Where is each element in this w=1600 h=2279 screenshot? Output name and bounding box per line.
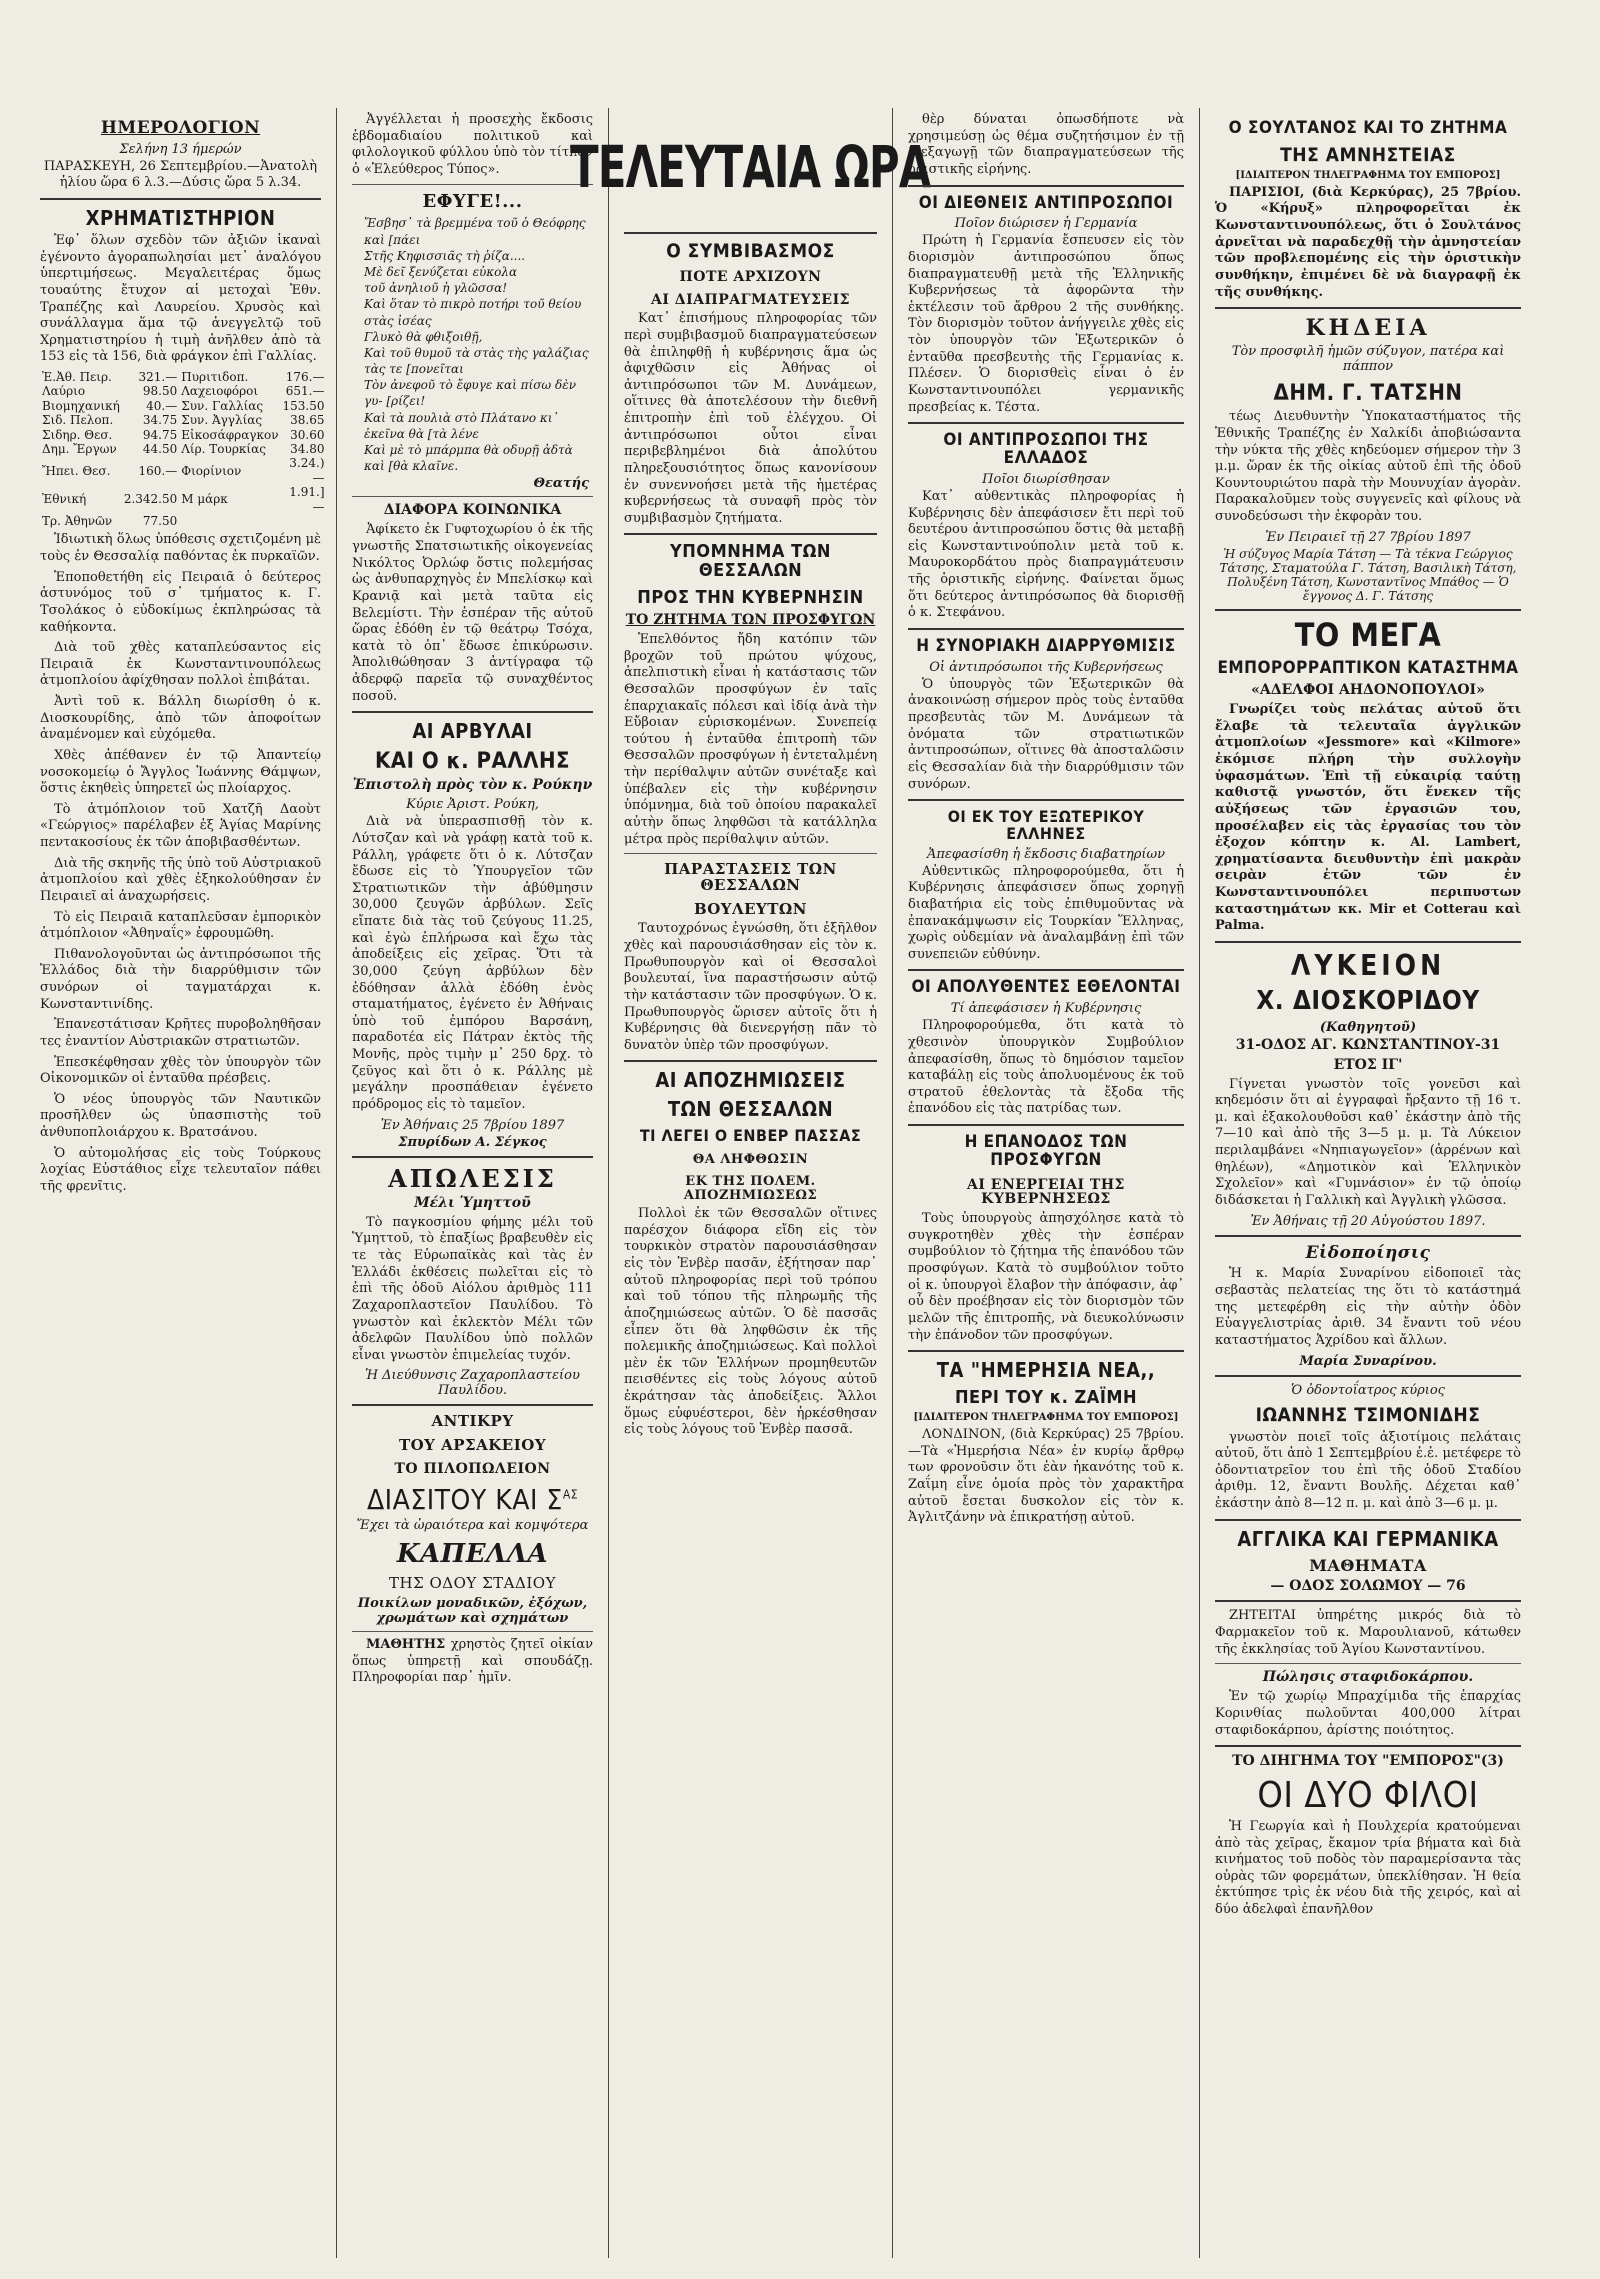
market-row [40, 514, 327, 528]
eidop-heading: Εἰδοποίησις [1305, 1242, 1431, 1263]
nea-text: ΛΟΝΔΙΝΟΝ, (διὰ Κερκύρας) 25 7βρίου.—Τὰ «Ἡμερήσια Νέα» ἐν κυρίῳ ἄρθρῳ των φρονοῦσιν ὅτι ἐὰν ἠκανότης τοῦ κ. Ζαΐμη εἶνε ὁμοία πρὸς τὸν χαρακτῆρα αὐτοῦ ἔσεται δυσκολον εἰς τὸν κ. Ἀγλιτζάνην νὰ ἐπικρατήσῃ αὐτοῦ. [908, 1427, 1184, 1526]
apozim-text: Πολλοὶ ἐκ τῶν Θεσσαλῶν οἵτινες παρέσχον διάφορα εἴδη εἰς τὸν τουρκικὸν στρατὸν παρουσιάσθησαν εἰς τὸν Ἐνβὲρ πασᾶν, ἐξήτησαν παρ᾽ αὐτοῦ πληροφορίας περὶ τοῦ τρόπου καὶ τοῦ τόπου τῆς πληρωμῆς τῆς ἀποζημιώσεως αὐτῶν. Ὁ δὲ πασσᾶς εἶπεν ὅτι θὰ ληφθῶσιν ἐκ τῆς πολεμικῆς ἀποζημιώσεως. Καὶ πολλοὶ μὲν ἐκ τῶν Ἑλλήνων προμηθευτῶν πεισθέντες εἰς τοὺς λόγους αὐτοῦ ἐκράτησαν τὰς ἀποδείξεις. Ἄλλοι ὅμως εὐφυέστεροι, δὲν ἠρκέσθησαν εἰς τοὺς λόγους τοῦ Ἐνβὲρ πασσᾶ. [624, 1206, 877, 1438]
market-row [40, 399, 327, 413]
market-label: Λίρ. Τουρκίας [181, 442, 266, 457]
soultanos-telegram-tag: [ΙΔΙΑΙΤΕΡΟΝ ΤΗΛΕΓΡΑΦΗΜΑ ΤΟΥ ΕΜΠΟΡΟΣ] [1235, 169, 1501, 181]
market-value: 153.50 [282, 398, 325, 413]
market-row [40, 384, 327, 398]
market-value: 94.75 [142, 427, 178, 442]
calendar-line: ΠΑΡΑΣΚΕΥΗ, 26 Σεπτεμβρίου.—Ἀνατολὴ ἡλίου ὥρα 6 λ.3.—Δύσις ὥρα 5 λ.34. [43, 158, 318, 191]
poem-line: Στῆς Κηφισσιᾶς τὴ ῥίζα.... [364, 248, 526, 263]
news-item: Χθὲς ἀπέθανεν ἐν τῷ Ἀπαντείῳ νοσοκομείῳ ὁ Ἄγγλος Ἰωάννης Θάμψων, ὅστις ἐκηθεὶς ὑπηρετεῖ ὡς πλοίαρχος. [40, 747, 321, 797]
poem-line: Μὲ δεῖ ξενύζεται εὐκολα [364, 264, 518, 279]
dioskoridou-address: 31-ΟΔΟΣ ΑΓ. ΚΩΝΣΤΑΝΤΙΝΟΥ-31 [1235, 1036, 1501, 1053]
news-item: Ἐπεσκέφθησαν χθὲς τὸν ὑπουργὸν τῶν Οἰκονομικῶν οἱ ἐνταῦθα πρέσβεις. [40, 1054, 321, 1087]
column-rule [608, 108, 609, 2258]
student-notice: ΜΑΘΗΤΗΣ χρηστὸς ζητεῖ οἰκίαν ὅπως ὑπηρετῇ καὶ σπουδάζῃ. Πληροφορίαι παρ᾽ ἡμῖν. [352, 1637, 593, 1686]
moon-phase: Σελήνη 13 ήμερών [119, 141, 242, 157]
ek-polem-heading: ΕΚ ΤΗΣ ΠΟΛΕΜ. ΑΠΟΖΗΜΙΩΣΕΩΣ [683, 1173, 818, 1203]
synor-subheading: Οἱ ἀντιπρόσωποι τῆς Κυβερνήσεως [929, 659, 1163, 675]
market-label [179, 514, 280, 528]
market-value: 160.— [138, 463, 178, 478]
apolesis-subheading: Μέλι Ὑμηττοῦ [414, 1194, 531, 1211]
synor-text: Ὁ ὑπουργὸς τῶν Ἐξωτερικῶν θὰ ἀνακοινώσῃ σήμερον πρὸς τοὺς ἐνταῦθα πρεσβευτὰς τῶν Μ. Δυνάμεων τὰ ὀνόματα τῶν στρατιωτικῶν ἀντιπροσώπων, οἵτινες θὰ ἀποσταλῶσιν εἰς Θεσσαλίαν διὰ τὴν διαρρύθμισιν τῶν συνόρων. [908, 676, 1184, 792]
poem-line: Καὶ μὲ τὸ μπάρμπα θὰ οδυρῇ ἀδτὰ καὶ [θὰ κλαῖνε. [364, 443, 573, 474]
market-label: Ἤπει. Θεσ. [42, 463, 111, 478]
poem-line: Τὸν ἀνεφοῦ τὸ ἔφυγε καὶ πίσω δὲν γυ- [ρίζει! [364, 378, 576, 409]
poem-line: Γλυκὸ θὰ φθιξοιθῇ, [364, 329, 483, 344]
dioskoridou-heading: Χ. ΔΙΟΣΚΟΡΙΔΟΥ [1256, 986, 1480, 1017]
soultanos-heading: Ο ΣΟΥΛΤΑΝΟΣ ΚΑΙ ΤΟ ΖΗΤΗΜΑ [1228, 118, 1508, 138]
pilopoleion: ΤΟ ΠΙΛΟΠΩΛΕΙΟΝ [394, 1460, 551, 1477]
column-1 [28, 112, 333, 2252]
market-value: 38.65 [290, 413, 325, 428]
market-value: 34.75 [142, 413, 178, 428]
odont-intro: Ὁ ὀδοντοΐατρος κύριος [1291, 1382, 1445, 1398]
column-2 [340, 112, 605, 2252]
masthead: ΤΕΛΕΥΤΑΙΑ ΩΡΑ [570, 133, 931, 201]
exoter-heading: ΟΙ ΕΚ ΤΟΥ ΕΞΩΤΕΡΙΚΟΥ ΕΛΛΗΝΕΣ [947, 807, 1145, 843]
deceased-name: ΔΗΜ. Γ. ΤΑΤΣΗΝ [1273, 381, 1463, 407]
mathimata-heading: ΜΑΘΗΜΑΤΑ [1309, 1555, 1427, 1575]
kideia-date: Ἐν Πειραιεῖ τῇ 27 7βρίου 1897 [1265, 529, 1471, 545]
market-value: 77.50 [142, 514, 178, 528]
dieth-text: Πρώτη ἡ Γερμανία ἔσπευσεν εἰς τὸν διορισμὸν ἀντιπροσώπου ὅπως διαπραγματευθῇ μετὰ τῆς Ἑλληνικῆς Κυβερνήσεως τὰ ἀφορῶντα τὴν ἐκτέλεσιν τοῦ ἄρθρου 2 τῆς συνθήκης. Τὸν διορισμὸν τοῦτον ἀνήγγειλε χθὲς εἰς τὸν ὑπουργὸν τῶν Ἐξωτερικῶν ὁ ἐνταῦθα πρεσβευτὴς τῆς Γερμανίας κ. Πλέσεν. Ὁ διορισθεὶς εἶναι ὁ ἐν Κωνσταντινουπόλει γερμανικῆς πρεσβείας κ. Τέστα. [908, 233, 1184, 415]
market-label: Μ μάρκ [181, 492, 228, 507]
news-item: Πιθανολογοῦνται ὡς ἀντιπρόσωποι τῆς Ἑλλάδος διὰ τὴν διαρρύθμισιν τῶν συνόρων οἱ ταγματάρχαι κ. Κωνσταντινίδης. [40, 946, 321, 1012]
vouleut-heading: ΒΟΥΛΕΥΤΩΝ [694, 899, 807, 918]
market-row [40, 442, 327, 456]
poem-line: Ἔσβησ᾽ τὰ βρεμμένα τοῦ ὁ Θεόφρης καὶ [πάει [364, 216, 586, 247]
market-label: Δημ. Ἔργων [42, 442, 117, 457]
odont-name: ΙΩΑΝΝΗΣ ΤΣΙΜΟΝΙΔΗΣ [1255, 1403, 1481, 1426]
dyo-filoi-heading: ΟΙ ΔΥΟ ΦΙΛΟΙ [1257, 1775, 1479, 1817]
market-row [40, 485, 327, 514]
arsakeiou: ΤΟΥ ΑΡΣΑΚΕΙΟΥ [398, 1436, 547, 1455]
antipr-subheading: Ποῖοι διωρίσθησαν [982, 471, 1110, 487]
empor-text: Γνωρίζει τοὺς πελάτας αὐτοῦ ὅτι ἔλαβε τὰ τελευταῖα ἀγγλικῶν ἀτμοπλοίων «Jessmore» καὶ «Kilmore» ἐκόμισε πλήρη τὴν συλλογὴν ὑφασμάτων. Ἐπὶ τῇ εὐκαιρίᾳ ταύτῃ καθιστᾷ γνωστόν, ὅτι ἕνεκεν τῆς αὐξήσεως τῶν ἐργασιῶν του, προσέλαβεν εἰς τὰς ἐργασίας του τὸν ἐξοχον κόπτην κ. Al. Lambert, χρηματίσαντα διευθυντὴν ἐπὶ μακρὰν σειρὰν ἐτῶν τῶν ἐν Κωνσταντινουπόλει περιπυστων καταστημάτων κκ. Mir et Cotterau καὶ Palma. [1215, 702, 1521, 934]
energeiai-heading: ΑΙ ΕΝΕΡΓΕΙΑΙ ΤΗΣ ΚΥΒΕΡΝΗΣΕΩΣ [967, 1176, 1125, 1208]
market-table [40, 370, 327, 528]
soultanos-text: ΠΑΡΙΣΙΟΙ, (διὰ Κερκύρας), 25 7βρίου. Ὁ «Κήρυξ» πληροφορεῖται ἐκ Κωνσταντινουπόλεως, ὅτι ὁ Σουλτάνος ἀρνεῖται νὰ παραδεχθῇ τὴν ἀμνηστείαν τῶν προβλεπομένης εἰς τὴν ὁριστικὴν συνθήκην, ἐπιμένει δὲ νὰ διαγραφῇ ἐκ τῆς συνθήκης. [1215, 184, 1521, 300]
empor-heading: ΕΜΠΟΡΟΡΡΑΠΤΙΚΟΝ ΚΑΤΑΣΤΗΜΑ [1217, 658, 1519, 679]
apolyth-subheading: Τί ἀπεφάσισεν ἡ Κυβέρνησις [950, 1001, 1142, 1017]
pros-heading: ΠΡΟΣ ΤΗΝ ΚΥΒΕΡΝΗΣΙΝ [637, 587, 864, 609]
kapella-heading: ΚΑΠΕΛΛΑ [396, 1539, 549, 1569]
social-heading: ΔΙΑΦΟΡΑ ΚΟΙΝΩΝΙΚΑ [383, 502, 562, 519]
lykeion-heading: ΛΥΚΕΙΟΝ [1290, 948, 1446, 982]
market-value: 98.50 [142, 384, 178, 399]
antipr-heading: ΟΙ ΑΝΤΙΠΡΟΣΩΠΟΙ ΤΗΣ ΕΛΛΑΔΟΣ [943, 430, 1149, 469]
hat-line: Ἔχει τὰ ὡραιότερα καὶ κομψότερα [356, 1518, 589, 1533]
letter-salutation: Κύριε Ἀριστ. Ρούκη, [406, 797, 539, 813]
antikry: ΑΝΤΙΚΡΥ [431, 1412, 514, 1431]
market-label: Ἐθνική [42, 492, 87, 507]
news-item: Ὁ νέος ὑπουργὸς τῶν Ναυτικῶν προσῆλθεν ὡς ὑπασπιστὴς τοῦ ἀνθυποπλοιάρχου κ. Βρατσάνου. [40, 1091, 321, 1141]
apolesis-heading: ΑΠΩΛΕΣΙΣ [388, 1163, 557, 1193]
market-heading: ΧΡΗΜΑΤΙΣΤΗΡΙΟΝ [85, 206, 276, 231]
market-value: 34.80 [290, 442, 325, 457]
news-item: Ἰδιωτικὴ ὅλως ὑπόθεσις σχετιζομένη μὲ τοὺς ἐν Θεσσαλίᾳ παθόντας ἐκ πυρκαϊῶν. [40, 532, 321, 565]
thessalon-heading: ΤΩΝ ΘΕΣΣΑΛΩΝ [667, 1097, 834, 1122]
eidop-signature: Μαρία Συναρίνου. [1299, 1353, 1437, 1369]
kideia-family: Ἡ σύζυγος Μαρία Τάτση — Τὰ τέκνα Γεώργιος Τάτσης, Σταματούλα Γ. Τάτση, Βασιλικὴ Τάτση, Πολυξένη Τάτση, Κωνσταντῖνος Μπάθος — Ὁ ἔγγονος Δ. Γ. Τάτσης [1219, 546, 1517, 603]
staf-text: Ἐν τῷ χωρίῳ Μπραχίμιδα τῆς ἐπαρχίας Κορινθίας πωλοῦνται 400,000 λίτραι σταφιδοκάρπου, ἀρίστης ποιότητος. [1215, 1689, 1521, 1738]
solomou-street: — ΟΔΟΣ ΣΟΛΩΜΟΥ — 76 [1270, 1578, 1466, 1595]
dioskoridou-year: ΕΤΟΣ ΙΓ' [1333, 1056, 1403, 1073]
market-row [40, 428, 327, 442]
letter-text: Διὰ νὰ ὑπερασπισθῇ τὸν κ. Λύτσζαν καὶ νὰ γράφῃ κατὰ τοῦ κ. Ράλλη, γράφετε ὅτι ὁ κ. Λύτσζαν ἔδωσε εἰς τὸ Ὑπουργεῖον τῶν Στρατιωτικῶν τὴν ἀβύθμησιν 30,000 ζευγῶν ἀρβύλων. Σεῖς εἴπατε διὰ τὰς τοῦ ζεύγους 11.25, καὶ ἐγὼ ἐπλήρωσα καὶ ἔχω τὰς ἀποδείξεις εἰς χεῖρας. Ὅτι τὰ 30,000 ζεύγη ἀρβύλων δὲν ἐδόθησαν ἀλλὰ ἐδόθη ἑνὸς σταματήματος, ἐγένετο ἐν Ἀθήναις ὑπὸ τοῦ ἐμπόρου Βαρσάνη, παραδοτέα εἰς Πάτραν ἐκτὸς τῆς Μονῆς, πρὸς τιμὴν μ᾽ 250 δρχ. τὸ ζεῦγος καὶ ὅτι ὁ κ. Ράλλης μὲ μεγάλην προσπάθειαν ἐγένετο πρόδρομος εἰς τὸ ταμεῖον. [352, 814, 593, 1112]
apolesis-text: Τὸ παγκοσμίου φήμης μέλι τοῦ Ὑμηττοῦ, τὸ ἐπαξίως βραβευθὲν εἰς τε τὰς Εὐρωπαϊκὰς καὶ τὰς ἐν Ἑλλάδι ἐκθέσεις πωλεῖται εἰς τὸ ἐπὶ τῆς ὁδοῦ Αἰόλου ἀριθμὸς 111 Ζαχαροπλαστεῖον Παυλίδου. Τὸ γνωστὸν καὶ ἐκλεκτὸν Μέλι τῶν ἀδελφῶν Παυλίδου ὑπὸ πολλῶν εἶναι γνωστὸν ἐπιμελείας τυχόν. [352, 1214, 593, 1363]
announcement: Ἀγγέλλεται ἡ προσεχὴς ἔκδοσις ἑβδομαδιαίου πολιτικοῦ καὶ φιλολογικοῦ φύλλου ὑπὸ τὸν τίτλον ὁ «Ἐλεύθερος Τύπος». [352, 112, 593, 177]
news-item: Ἀντὶ τοῦ κ. Βάλλη διωρίσθη ὁ κ. Διοσκουρίδης, ἀπὸ τῶν ἀποφοίτων ἀναμένομεν καὶ εὐχόμεθα. [40, 694, 321, 743]
nea-telegram-tag: [ΙΔΙΑΙΤΕΡΟΝ ΤΗΛΕΓΡΑΦΗΜΑ ΤΟΥ ΕΜΠΟΡΟΣ] [913, 1412, 1179, 1424]
news-item: Τὸ εἰς Πειραιᾶ καταπλεῦσαν ἐμπορικὸν ἀτμόπλοιον «Ἀθηναΐς» ἐφρουμῶθη. [40, 909, 321, 942]
apolyth-text: Πληροφορούμεθα, ὅτι κατὰ τὸ χθεσινὸν ὑπουργικὸν Συμβούλιον ἀπεφασίσθη, ὅπως τὸ δημόσιον ταμεῖον καταβάλῃ εἰς τοὺς ἀπολυομένους ἐκ τοῦ στρατοῦ ἐθελοντὰς τὰ ἔξοδα τῆς ἐπανόδου εἰς τὰς πατρίδας των. [908, 1018, 1184, 1117]
column-rule [336, 108, 337, 2258]
market-label: Συν. Ἀγγλίας [181, 413, 263, 428]
market-value: 3.24.)— [289, 456, 325, 485]
market-label: Σιδηρ. Θεσ. [42, 427, 113, 442]
market-row [40, 456, 327, 485]
parast-heading: ΠΑΡΑΣΤΑΣΕΙΣ ΤΩΝ ΘΕΣΣΑΛΩΝ [664, 860, 837, 894]
market-row [40, 370, 327, 384]
antipr-text: Κατ᾽ αὐθεντικὰς πληροφορίας ἡ Κυβέρνησις δὲν ἀπεφάσισεν ἔτι περὶ τοῦ δευτέρου ἀντιπροσώπου ὅστις θὰ μεταβῇ εἰς Κωνσταντινούπολιν μετὰ τοῦ κ. Μαυροκορδάτου πρὸς διαπραγμάτευσιν τῆς ὁριστικῆς εἰρήνης. Φαίνεται ὅμως ὅτι δεύτερος ἀντιπρόσωπος θὰ διορισθῇ ὁ κ. Στεφάνου. [908, 488, 1184, 621]
column-rule [892, 108, 893, 2258]
letter-date: Ἐν Ἀθήναις 25 7βρίου 1897 [380, 1117, 565, 1133]
hat-variety: Ποικίλων μοναδικῶν, ἐξόχων, χρωμάτων καὶ σχημάτων [357, 1596, 588, 1627]
poem-line: Καὶ ὅταν τὸ πικρὸ ποτήρι τοῦ θείου στὰς ἰσέας [364, 297, 582, 328]
market-value: 40.— [146, 398, 178, 413]
market-row [40, 413, 327, 427]
diigima-heading: ΤΟ ΔΙΗΓΗΜΑ ΤΟΥ "ΕΜΠΟΡΟΣ"(3) [1232, 1753, 1504, 1770]
kideia-intro: Τὸν προσφιλῆ ἡμῶν σύζυγον, πατέρα καὶ πάππον [1231, 344, 1505, 375]
poem [352, 215, 593, 474]
market-text: Ἐφ᾽ ὅλων σχεδὸν τῶν ἀξιῶν ἱκαναὶ ἐγένοντο ἀγοραπωλησίαι μετ᾽ ἀναλόγου ὑπερτιμήσεως. Μεγαλειτέρας ὅμως τουαύτης ἔτυχον αἱ μετοχαὶ Ἐθν. Τραπέζης καὶ Λαυρείου. Χρυσὸς καὶ συνάλλαγμα ἅμα τῷ ἀνεγγελτῷ τοῦ Χρηματιστηρίου ἡ τιμὴ ἀνῆλθεν ἀπὸ τὰ 153 εἰς τὰ 156, διὰ φράγκον ἐπὶ Γαλλίας. [40, 233, 321, 365]
market-label: Λαύριο [42, 384, 86, 399]
news-item: Διὰ τῆς σκηνῆς τῆς ὑπὸ τοῦ Αὐστριακοῦ ἀτμοπλοίου καὶ χθὲς ἐξηκολούθησαν ἐν Πειραιεῖ αἱ ἀναχωρήσεις. [40, 855, 321, 904]
news-item: Ἐπανεστάτισαν Κρῆτες πυροβοληθῆσαν τες ἐναντίον Αὐστριακῶν στρατιωτῶν. [40, 1017, 321, 1049]
rallis-heading: ΚΑΙ Ο κ. ΡΑΛΛΗΣ [374, 749, 571, 775]
lifthoun-heading: ΘΑ ΛΗΦΘΩΣΙΝ [692, 1152, 809, 1168]
social-text: Ἀφίκετο ἐκ Γυφτοχωρίου ὁ ἐκ τῆς γνωστῆς Σπατσιωτικῆς οἰκογενείας Νικόλτος Ὀρλώφ ὅστις πολεμήσας ὡς ἀνθυπαρχηγὸς ἐν Μπελίσκῳ καὶ Κρανιᾷ καὶ μετὰ ταῦτα εἰς Βελεμίστι. Τὴν ἑσπέραν τῆς αὐτοῦ ὥρας ἐδόθη ἐν τῷ θεάτρῳ Τσόχα, κατὰ τὸ ὁπ᾽ ἔδωσε ἐπικύρωσιν. Ἀπολιθώθησαν 3 ἀντίγραφα τῷ ἀδερφῷ παρεῖα τῷ συναχθέντος ποσοῦ. [352, 522, 593, 704]
column-rule [1199, 108, 1200, 2258]
nea-heading: ΤΑ "ΗΜΕΡΗΣΙΑ ΝΕΑ,, [936, 1358, 1156, 1383]
news-item: Τὸ ἀτμόπλοιον τοῦ Χατζῆ Δαοὺτ «Γεώργιος» παρέλαβεν ἐξ Ἁγίας Μαρίνης πεντακοσίους ἐκ τῶν ἀποβιβασθέντων. [40, 801, 321, 851]
news-item: Ὁ αὐτομολήσας εἰς τοὺς Τούρκους λοχίας Εὐστάθιος εἶχε τελευταῖον πάθει τῆς φρενῖτις. [40, 1145, 321, 1194]
market-value: 176.— [285, 370, 325, 385]
dioskoridou-text: Γίγνεται γνωστὸν τοῖς γονεῦσι καὶ κηδεμόσιν ὅτι αἱ ἐγγραφαὶ ἤρξαντο τῇ 16 τ. μ. καὶ ἐξακολουθοῦσι καθ᾽ ἑκάστην ἀπὸ τῆς 7—10 καὶ ἀπὸ τῆς 3—5 μ. μ. Τὰ Λύκειον περιλαμβάνει «Νηπιαγωγεῖον» (ἀρρένων καὶ θηλέων), «Δημοτικὸν καὶ Ἑλληνικὸν Σχολεῖον» καὶ «Γυμνάσιον» ἐν τῷ ὁποίῳ διδάσκεται ἡ Γαλλικὴ καὶ Ἀγγλικὴ γλῶσσα. [1215, 1076, 1521, 1208]
amnist-heading: ΤΗΣ ΑΜΝΗΣΤΕΙΑΣ [1280, 143, 1456, 166]
apolyth-heading: ΟΙ ΑΠΟΛΥΘΕΝΤΕΣ ΕΘΕΛΟΝΤΑΙ [911, 977, 1181, 998]
ypomn-heading: ΥΠΟΜΝΗΜΑ ΤΩΝ ΘΕΣΣΑΛΩΝ [670, 541, 831, 582]
ypomn-text: Ἐπελθόντος ἤδη κατόπιν τῶν βροχῶν τοῦ πρώτου ψύχους, ἀπελπιστικὴ εἶναι ἡ κατάστασις τῶν Θεσσαλῶν προσφύγων ἐν ταῖς ἐπαρχιακαῖς πόλεσι καὶ ἰδίᾳ ἀνὰ τὴν Εὔβοιαν εὑρισκομένων. Συνεπείᾳ τούτου ἡ ἐνταῦθα ἐπιτροπὴ τῶν Θεσσαλῶν προσφύγων ἡ ἐντεταλμένη τὴν περίθαλψιν αὐτῶν συνέταξε καὶ ὑπέβαλεν εἰς τὴν κυβέρνησιν ὑπόμνημα, διὰ τοῦ ὁποίου παρακαλεῖ αὐτὴν ὅπως ληφθῶσι τὰ κατάλληλα μέτρα πρὸς περίθαλψιν αὐτῶν. [624, 632, 877, 847]
market-label: Εἰκοσάφραγκον [181, 427, 279, 442]
diapr-heading: ΑΙ ΔΙΑΠΡΑΓΜΑΤΕΥΣΕΙΣ [650, 291, 851, 308]
symv-text: Κατ᾽ ἐπισήμους πληροφορίας τῶν περὶ συμβιβασμοῦ διαπραγματεύσεων θὰ ἐπιληφθῇ ἡ κυβέρνησις ἅμα ὡς ἀφιχθῶσιν εἰς Ἀθήνας οἱ ἀντιπρόσωποι τῶν Μ. Δυνάμεων, οἵτινες θὰ ἀποτελέσουν τὴν διεθνῆ ἐπιτροπὴν ἐπὶ τοῦ ἐλέγχου. Οἱ ἀντιπρόσωποι οὗτοι εἶναι περιβεβλημένοι διὰ ἀπολύτου πληρεξουσιότητος ὅπως κανονίσουν ἐν συνεννοήσει μετὰ τῆς ἡμετέρας κυβερνήσεως τὰ συναφῆ πρὸς τὸν συμβιβασμὸν ζητήματα. [624, 311, 877, 526]
poem-line: Καὶ τὰ πουλιὰ στὸ Πλάτανο κι᾽ ἐκεῖνα θὰ [τὰ λένε [364, 410, 559, 441]
epanodos-text: Τοὺς ὑπουργοὺς ἀπησχόλησε κατὰ τὸ συγκροτηθὲν χθὲς τὴν ἑσπέραν συμβούλιον τὸ ζήτημα τῆς ἐπανόδου τῶν προσφύγων. Κατὰ τὸ συμβούλιον τοῦτο οἱ κ. ὑπουργοὶ ἔλαβον τὴν ἀπόφασιν, ἀφ᾽ οὗ δὲν προέβησαν εἰς τὸν διορισμὸν τῶν μελῶν τῆς ἐπιτροπῆς, νὰ διευκολύνωσιν τὴν ἐπάνοδον τῶν προσφύγων. [908, 1211, 1184, 1343]
letter-heading: Ἐπιστολὴ πρὸς τὸν κ. Ρούκην [352, 777, 593, 794]
aggl-heading: ΑΓΓΛΙΚΑ ΚΑΙ ΓΕΡΜΑΝΙΚΑ [1237, 1526, 1499, 1551]
market-value: 2.342.50 [123, 492, 178, 507]
diasitou-heading: ΔΙΑΣΙΤΟΥ ΚΑΙ $\Sigma^{A\Sigma}$ [366, 1482, 579, 1516]
symv-heading: Ο ΣΥΜΒΙΒΑΣΜΟΣ [666, 240, 835, 262]
zitei-text: ΖΗΤΕΙΤΑΙ ὑπηρέτης μικρός διὰ τὸ Φαρμακεῖον τοῦ κ. Μαρουλιανοῦ, κάτωθεν τῆς ἐκκλησίας τοῦ Ἁγίου Κωνσταντίνου. [1215, 1608, 1521, 1657]
dieth-subheading: Ποῖον διώρισεν ἡ Γερμανία [954, 216, 1138, 232]
exoter-subheading: Ἀπεφασίσθη ἡ ἔκδοσις διαβατηρίων [926, 846, 1166, 862]
column-3 [612, 226, 889, 2252]
market-value: 1.91.]— [289, 485, 325, 514]
dyo-filoi-text: Ἡ Γεωργία καὶ ἡ Πουλχερία κρατούμεναι ἀπὸ τὰς χεῖρας, ἔκαμον τρία βήματα καὶ διὰ κινήματος τοῦ ποδὸς τὸν παραμερίσαντα τὰς οὐρὰς τῶν φορεμάτων, ὑπεκλίθησαν. Ἡ θεία ἐκτύπησε τρὶς ἐκ νέου διὰ τῆς χειρός, καὶ αἱ δύο ἀδελφαὶ ἐπανῆλθον [1215, 1818, 1521, 1918]
poem-title: ΕΦΥΓΕ!... [422, 190, 523, 212]
kideia-heading: ΚΗΔΕΙΑ [1305, 315, 1431, 342]
apozim-heading: ΑΙ ΑΠΟΖΗΜΙΩΣΕΙΣ [655, 1068, 846, 1093]
market-value [281, 514, 327, 528]
market-label: Ἐ.Ἀθ. Πειρ. [42, 370, 112, 385]
mega-heading: ΤΟ ΜΕΓΑ [1294, 615, 1442, 654]
market-value: 30.60 [290, 427, 325, 442]
column-4 [896, 112, 1196, 2252]
market-value: 44.50 [142, 442, 178, 457]
staf-heading: Πώλησις σταφιδοκάρπου. [1262, 1669, 1474, 1686]
news-item: Διὰ τοῦ χθὲς καταπλεύσαντος εἰς Πειραιᾶ ἐκ Κωνσταντινουπόλεως ἀτμοπλοίου ἀφίχθησαν πολλοὶ ἐπιβάται. [40, 640, 321, 689]
market-value: 321.— [138, 370, 178, 385]
market-label: Σιδ. Πελοπ. [42, 413, 114, 428]
poem-line: τοῦ ἀνηλιοῦ ἡ γλῶσσα! [364, 281, 508, 296]
news-item: Ἐποποθετήθη εἰς Πειραιᾶ ὁ δεύτερος ἀστυνόμος τοῦ σ᾽ τμήματος κ. Γ. Τσολάκος ὁ εὐδοκίμως ἐκπληρώσας τὰ καθήκοντα. [40, 569, 321, 635]
kideia-text: τέως Διευθυντὴν Ὑποκαταστήματος τῆς Ἐθνικῆς Τραπέζης ἐν Χαλκίδι ἀποβιώσαντα τὴν νύκτα τῆς χθὲς κηδεύομεν σήμερον τὴν 3 μ.μ. ὥραν ἐκ τῆς οἰκίας αὐτοῦ ἐπὶ τῆς ὁδοῦ Κουντουριώτου παρὰ τὴν Μουνυχίαν ἀγορὰν. Παρακαλοῦμεν τοὺς συγγενεῖς καὶ φίλους νὰ συνοδεύσωσι τὴν ἐκφορὰν του. [1215, 409, 1521, 525]
market-label: Βιομηχανική [42, 398, 120, 413]
dioskoridou-date: Ἐν Ἀθήναις τῇ 20 Αὐγούστου 1897. [1250, 1213, 1486, 1229]
prosfygon-heading: ΤΟ ΖΗΤΗΜΑ ΤΩΝ ΠΡΟΣΦΥΓΩΝ [625, 612, 876, 629]
enver-heading: ΤΙ ΛΕΓΕΙ Ο ΕΝΒΕΡ ΠΑΣΣΑΣ [639, 1126, 862, 1146]
market-label: Λαχειοφόροι [181, 384, 259, 399]
continued-text: θὲρ δύναται ὁπωσδήποτε νὰ χρησιμεύσῃ ὡς θέμα συζητήσιμον ἐν τῇ διεξαγωγῇ τῶν διαπραγματεύσεων τῆς ὁριστικῆς εἰρήνης. [908, 112, 1184, 177]
parast-text: Ταυτοχρόνως ἐγνώσθη, ὅτι ἐξῆλθον χθὲς καὶ παρουσιάσθησαν εἰς τὸν κ. Πρωθυπουργὸν καὶ οἱ Θεσσαλοὶ βουλευταί, ἵνα παραστήσωσιν αὐτῷ τὴν κατάστασιν τῶν προσφύγων. Ὁ κ. Πρωθυπουργὸς ὥρισεν αὐτοῖς ὅτι ἡ Κυβέρνησις θὰ διενεργήσῃ πᾶν τὸ δυνατὸν ὑπὲρ τῶν προσφύγων. [624, 921, 877, 1053]
exoter-text: Αὐθεντικῶς πληροφορούμεθα, ὅτι ἡ Κυβέρνησις ἀπεφάσισεν ὅπως χορηγῇ διαβατήρια εἰς τοὺς ἐπιθυμοῦντας νὰ ἐπανακάμψωσιν εἰς Τουρκίαν Ἕλληνας, χωρὶς οὐδεμίαν νὰ ἀναλαμβάνῃ ἐπὶ τῶν συνεπειῶν εὐθύνην. [908, 863, 1184, 962]
market-label: Συν. Γαλλίας [181, 398, 264, 413]
pote-heading: ΠΟΤΕ ΑΡΧΙΖΟΥΝ [679, 268, 822, 285]
arvylai-heading: ΑΙ ΑΡΒΥΛΑΙ [412, 719, 533, 744]
dieth-heading: ΟΙ ΔΙΕΘΝΕΙΣ ΑΝΤΙΠΡΟΣΩΠΟΙ [918, 192, 1174, 213]
news-items [40, 532, 321, 1195]
stadiou-street: ΤΗΣ ΟΔΟΥ ΣΤΑΔΙΟΥ [389, 1574, 556, 1593]
market-value: 651.— [285, 384, 325, 399]
dioskoridou-subheading: (Καθηγητοῦ) [1319, 1019, 1417, 1035]
zaimi-heading: ΠΕΡΙ ΤΟΥ κ. ΖΑΪΜΗ [954, 1387, 1138, 1409]
synor-heading: Η ΣΥΝΟΡΙΑΚΗ ΔΙΑΡΡΥΘΜΙΣΙΣ [916, 635, 1176, 656]
market-label: Φιορίνιον [181, 463, 242, 478]
column-5 [1203, 112, 1533, 2252]
empor-subheading: «ΑΔΕΛΦΟΙ ΑΗΔΟΝΟΠΟΥΛΟΙ» [1251, 682, 1485, 699]
market-label: Πυριτιδοπ. [181, 370, 249, 385]
apolesis-signature: Ἡ Διεύθυνσις Ζαχαροπλαστείου Παυλίδου. [365, 1368, 580, 1399]
letter-signature: Σπυρίδων Α. Σέγκος [398, 1134, 547, 1150]
poem-signature: Θεατής [533, 476, 589, 492]
epanodos-heading: Η ΕΠΑΝΟΔΟΣ ΤΩΝ ΠΡΟΣΦΥΓΩΝ [964, 1132, 1128, 1170]
calendar-heading: ΗΜΕΡΟΛΟΓΙΟΝ [100, 118, 261, 138]
market-label: Τρ. Ἀθηνῶν [42, 514, 113, 528]
odont-text: γνωστὸν ποιεῖ τοῖς ἀξιοτίμοις πελάταις αὐτοῦ, ὅτι ἀπὸ 1 Σεπτεμβρίου ἐ.ἐ. μετέφερε τὸ ὀδοντιατρεῖον του ἐπὶ τῆς ὁδοῦ Σταδίου ἀριθμ. 12, ἔναντι Βουλῆς. Δέχεται καθ᾽ ἑκάστην ἀπὸ 8—12 π. μ. καὶ ἀπὸ 3—6 μ. μ. [1215, 1429, 1521, 1511]
eidop-text: Ἡ κ. Μαρία Συναρίνου εἰδοποιεῖ τὰς σεβαστὰς πελατείας της ὅτι τὸ κατάστημά της μετεφέρθη εἰς τὴν αὐτὴν ὁδὸν Εὐαγγελιστρίας ἀριθ. 34 ἔναντι τοῦ νέου καταστήματος Ἀχρίδου καὶ ἄλλων. [1215, 1266, 1521, 1348]
poem-line: Καὶ τοῦ θυμοῦ τὰ στὰς τὴς γαλάζιας τὰς τε [πονεῖται [364, 345, 589, 377]
